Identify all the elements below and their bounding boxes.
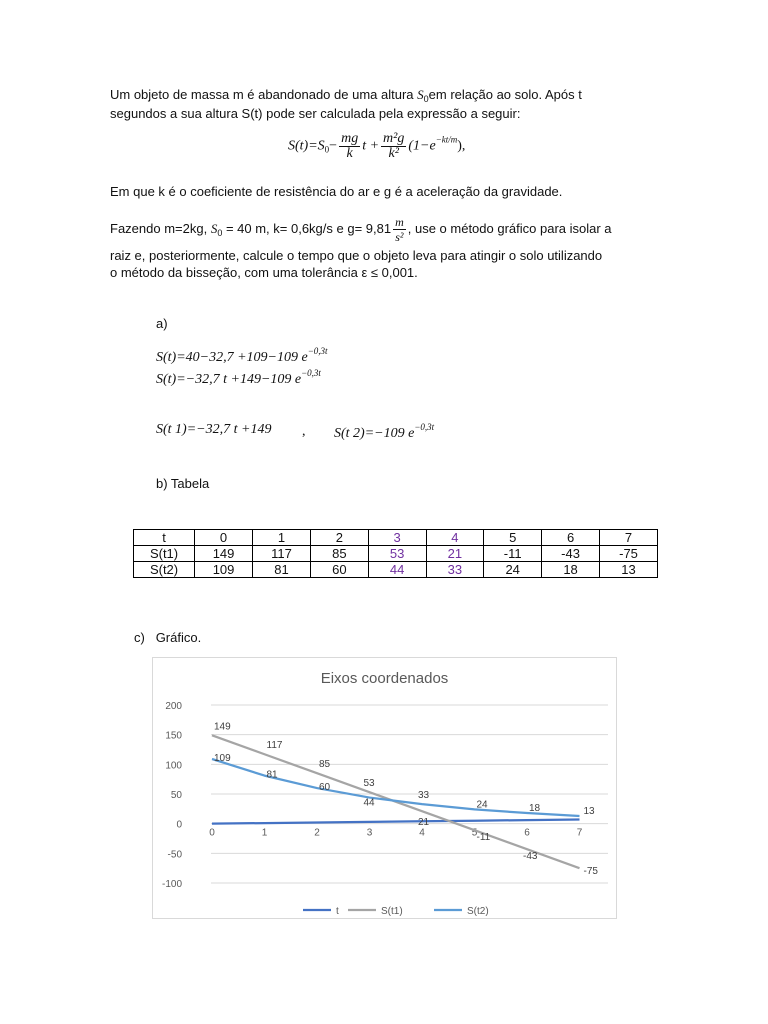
data-label: -11	[476, 832, 491, 844]
chart-container	[152, 657, 617, 919]
equation-exponent: −0,3t	[301, 368, 321, 378]
data-label: 18	[529, 802, 541, 814]
series-line-t	[212, 820, 580, 824]
problem-text: Fazendo m=2kg,	[110, 220, 211, 236]
table-cell: 33	[426, 562, 484, 578]
table-cell: 7	[600, 530, 658, 546]
intro-text-post: em relação ao solo. Após t	[428, 87, 582, 102]
table-cell: -11	[484, 546, 542, 562]
equation-text: S(t 1)=−32,7 t +149	[156, 422, 272, 437]
equation-text: S(t)=−32,7 t +149−109 e	[156, 372, 302, 387]
equation-exponent: −0,3t	[307, 346, 328, 356]
y-tick-label: 200	[165, 701, 182, 712]
s0-subscript: 0	[423, 94, 429, 104]
formula-paren: (1−e	[408, 138, 436, 154]
table-cell: 5	[484, 530, 542, 546]
table-cell: 18	[542, 562, 600, 578]
equation-1	[156, 346, 328, 366]
equation-3	[156, 422, 271, 438]
equation-separator: ,	[302, 424, 306, 439]
part-a-label: a)	[156, 316, 168, 331]
intro-line-2: segundos a sua altura S(t) pode ser calculada pela expressão a seguir:	[110, 106, 521, 121]
s0-symbol: S	[210, 220, 218, 236]
table-row	[134, 562, 658, 578]
y-tick-label: -100	[161, 879, 182, 890]
frac-numerator: mg	[341, 131, 359, 146]
problem-line-2: raiz e, posteriormente, calcule o tempo que o objeto leva para atingir o solo utilizando	[110, 248, 603, 263]
part-c-text: Gráfico.	[155, 630, 202, 645]
table-cell: 0	[195, 530, 253, 546]
table-cell: 117	[253, 546, 311, 562]
formula-s0-sub: 0	[324, 144, 330, 155]
data-label: 149	[214, 721, 231, 733]
table-cell: -43	[542, 546, 600, 562]
table-cell: 24	[484, 562, 542, 578]
series-line-st2	[212, 759, 580, 816]
x-tick-label: 6	[524, 827, 530, 839]
formula-minus: −	[329, 138, 338, 154]
equation-2	[156, 368, 321, 388]
data-label: 33	[418, 790, 430, 802]
y-tick-label: 0	[176, 819, 182, 831]
table-cell: 53	[368, 546, 426, 562]
table-cell: 85	[310, 546, 368, 562]
data-label: 24	[476, 799, 488, 811]
table-cell: 4	[426, 530, 484, 546]
problem-text: = 40 m, k= 0,6kg/s e g= 9,81	[222, 220, 392, 236]
formula-exponent: −kt/m	[435, 134, 458, 145]
data-label: 85	[319, 759, 331, 771]
s0-symbol: S	[417, 87, 424, 102]
table-cell: 2	[310, 530, 368, 546]
x-tick-label: 0	[209, 827, 215, 839]
frac-numerator: m²g	[383, 131, 405, 146]
table-cell: 3	[368, 530, 426, 546]
table-cell: 6	[542, 530, 600, 546]
problem-text: , use o método gráfico para isolar a	[407, 220, 612, 236]
equation-text: S(t)=40−32,7 +109−109 e	[156, 350, 308, 365]
y-tick-label: 150	[165, 730, 182, 742]
frac-denominator: s²	[395, 230, 404, 244]
table-cell: 81	[253, 562, 311, 578]
row-header-cell: t	[134, 530, 195, 546]
data-label: 53	[363, 778, 375, 790]
table-cell: 109	[195, 562, 253, 578]
table-row	[134, 530, 658, 546]
intro-text: Um objeto de massa m é abandonado de uma altura	[110, 87, 418, 102]
frac-denominator: k²	[388, 146, 399, 161]
legend-label: S(t2)	[467, 906, 489, 917]
formula-lhs: S(t)=S	[288, 138, 325, 154]
part-c-label	[134, 628, 201, 648]
data-label: 109	[214, 752, 231, 764]
legend-label: S(t1)	[381, 906, 403, 917]
x-tick-label: 3	[366, 827, 373, 839]
y-tick-label: 100	[165, 760, 182, 772]
x-tick-label: 1	[261, 827, 268, 839]
data-label: 44	[363, 797, 375, 809]
problem-line-1	[110, 215, 612, 244]
table-cell: 21	[426, 546, 484, 562]
formula-frac-mg-k	[339, 132, 360, 161]
y-tick-label: -50	[167, 849, 182, 861]
x-tick-label: 2	[314, 827, 320, 839]
table-cell: 1	[253, 530, 311, 546]
frac-numerator: m	[395, 215, 404, 229]
data-label: -43	[523, 851, 538, 863]
row-header-cell: S(t1)	[134, 546, 195, 562]
s0-subscript: 0	[217, 227, 223, 238]
data-label: 117	[266, 740, 283, 752]
data-label: -75	[583, 866, 598, 878]
table-cell: 149	[195, 546, 253, 562]
data-label: 60	[319, 782, 331, 794]
table-cell: 13	[600, 562, 658, 578]
data-label: 13	[583, 805, 595, 817]
equation-4	[334, 422, 434, 442]
definition-line: Em que k é o coeficiente de resistência do ar e g é a aceleração da gravidade.	[110, 184, 563, 199]
x-tick-label: 4	[419, 827, 425, 839]
table-cell: 44	[368, 562, 426, 578]
row-header-cell: S(t2)	[134, 562, 195, 578]
chart-svg	[153, 658, 616, 918]
equation-exponent: −0,3t	[414, 422, 435, 432]
formula-frac-m2g-k2	[381, 132, 406, 161]
chart-title: Eixos coordenados	[320, 670, 449, 687]
main-formula	[288, 132, 465, 161]
formula-t-plus: t +	[362, 138, 380, 154]
formula-close: ),	[457, 138, 466, 154]
data-label: 21	[418, 817, 430, 829]
legend-label: t	[336, 906, 339, 917]
part-c-letter: c)	[134, 630, 145, 645]
part-b-label: b) Tabela	[156, 476, 210, 491]
frac-denominator: k	[346, 146, 353, 161]
table-row	[134, 546, 658, 562]
equation-text: S(t 2)=−109 e	[334, 426, 415, 441]
problem-line-3: o método da bisseção, com uma tolerância ε ≤ 0,001.	[110, 265, 418, 280]
unit-fraction	[393, 215, 406, 244]
y-tick-label: 50	[170, 790, 182, 801]
x-tick-label: 5	[471, 827, 478, 839]
table-cell: 60	[310, 562, 368, 578]
table-cell: -75	[600, 546, 658, 562]
values-table	[133, 529, 658, 578]
x-tick-label: 7	[576, 827, 583, 839]
data-label: 81	[266, 769, 278, 781]
